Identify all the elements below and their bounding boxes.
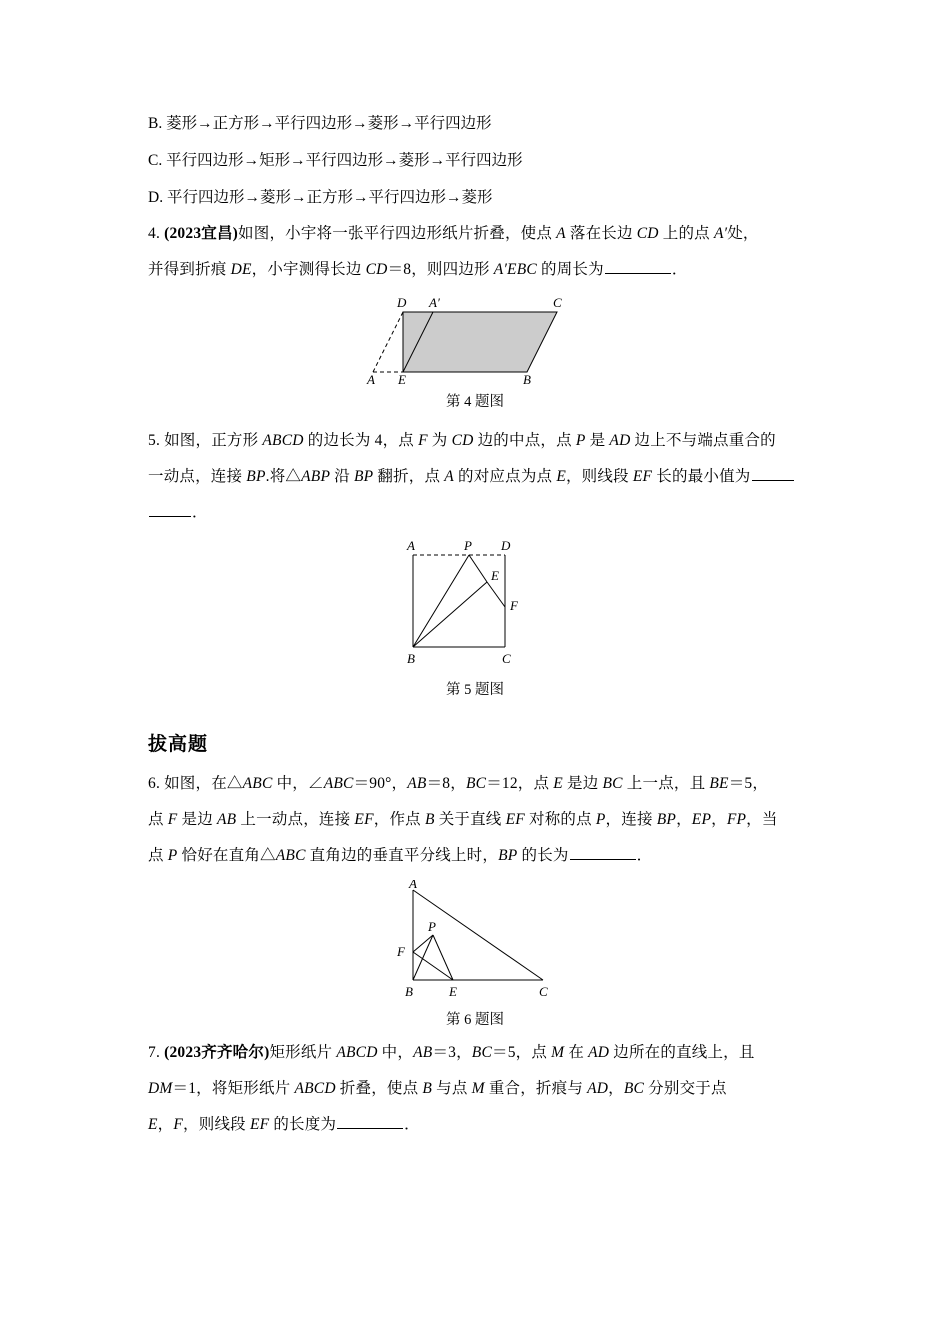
- q4-text-a: 如图，小宇将一张平行四边形纸片折叠，使点: [238, 225, 557, 242]
- q4-text-i: ．: [671, 261, 688, 278]
- q5-v7: ABP: [301, 468, 331, 485]
- q5-number: 5.: [148, 432, 161, 449]
- figure-5-label-E: E: [491, 568, 499, 583]
- q6-t6: 是边: [562, 775, 603, 792]
- q6-t21: 直角边的垂直平分线上时，: [305, 847, 499, 864]
- figure-4-label-Aprime: A′: [429, 295, 440, 310]
- figure-5-label-F: F: [510, 598, 518, 613]
- q6-t3: ＝90°，: [353, 775, 408, 792]
- q6-t12: ，作点: [373, 811, 425, 828]
- q5-t1: 如图，正方形: [164, 432, 263, 449]
- figure-4-label-A: A: [367, 372, 375, 384]
- q6-v18: ABC: [275, 847, 306, 864]
- figure-6-caption: 第 6 题图: [446, 1012, 504, 1028]
- figure-6-label-E: E: [449, 984, 457, 999]
- q6-v9: AB: [217, 811, 237, 828]
- figure-5-label-A: A: [407, 538, 415, 553]
- option-b-label: B. 菱形→正方形→平行四边形→菱形→平行四边形: [148, 115, 492, 132]
- q5-v1: ABCD: [262, 432, 304, 449]
- q7-t9: 与点: [432, 1080, 472, 1097]
- q6-t22: 的长为: [517, 847, 569, 864]
- q4-var-cd2: CD: [365, 261, 388, 278]
- q6-t7: 上一点，且: [622, 775, 710, 792]
- q7-v4: M: [551, 1044, 565, 1061]
- q7-v10: AD: [587, 1080, 609, 1097]
- q6-t13: 关于直线: [434, 811, 506, 828]
- q7-t16: ．: [404, 1116, 420, 1133]
- q6-t20: 恰好在直角△: [177, 847, 276, 864]
- q7-number: 7.: [148, 1044, 161, 1061]
- q6-v5: E: [553, 775, 563, 792]
- q5-t14: ．: [192, 504, 208, 521]
- q6-number: 6.: [148, 775, 161, 792]
- figure-5-label-D: D: [501, 538, 511, 553]
- q4-text-d: 处，: [727, 225, 759, 242]
- q6-t17: ，: [711, 811, 727, 828]
- q7-t12: 分别交于点: [644, 1080, 727, 1097]
- q7-t1: 矩形纸片: [269, 1044, 337, 1061]
- q5-t10: 翻折，点: [373, 468, 445, 485]
- q6-answer-blank[interactable]: [570, 847, 636, 860]
- q7-v11: BC: [623, 1080, 645, 1097]
- q4-var-aprime: A′: [713, 225, 728, 242]
- figure-5-label-B: B: [407, 651, 415, 666]
- q6-v6: BC: [602, 775, 623, 792]
- q6-t4: ＝8，: [426, 775, 466, 792]
- q6-t18: ，当: [746, 811, 778, 828]
- q6-t8: ＝5，: [728, 775, 769, 792]
- figure-4-label-D: D: [397, 295, 407, 310]
- q6-t1: 如图，在△: [164, 775, 243, 792]
- q5-t3: 为: [427, 432, 452, 449]
- q6-v3: AB: [407, 775, 427, 792]
- q7-t15: 的长度为: [269, 1116, 337, 1133]
- question-4: [148, 216, 802, 288]
- q4-source: (2023宜昌): [164, 225, 239, 242]
- q6-v16: FP: [726, 811, 747, 828]
- q7-v8: B: [422, 1080, 433, 1097]
- q6-t2: 中，∠: [272, 775, 324, 792]
- q6-t19: 点: [148, 847, 168, 864]
- q7-t11: ，: [608, 1080, 624, 1097]
- q5-t7: 一动点，连接: [148, 468, 247, 485]
- q4-text-g: ＝8，则四边形: [387, 261, 494, 278]
- q7-v12: E: [148, 1116, 158, 1133]
- section-heading: 拔高题: [148, 734, 209, 755]
- q5-v5: AD: [609, 432, 631, 449]
- figure-6-label-B: B: [405, 984, 413, 999]
- figure-4-label-B: B: [523, 372, 531, 384]
- q5-answer-blank-2[interactable]: [149, 504, 191, 517]
- q7-t3: ＝3，: [432, 1044, 472, 1061]
- q4-text-f: ，小宇测得长边: [251, 261, 366, 278]
- q6-v1: ABC: [242, 775, 273, 792]
- q4-var-a: A: [556, 225, 566, 242]
- q7-v9: M: [471, 1080, 485, 1097]
- q7-v2: AB: [413, 1044, 433, 1061]
- q5-v11: EF: [632, 468, 653, 485]
- q7-v3: BC: [471, 1044, 493, 1061]
- figure-6: [148, 880, 802, 1002]
- figure-5: [148, 537, 802, 672]
- q7-v5: AD: [588, 1044, 610, 1061]
- figure-6-label-A: A: [409, 880, 417, 891]
- figure-6-label-F: F: [397, 944, 405, 959]
- q5-t8: .将△: [265, 468, 302, 485]
- figure-4-label-E: E: [398, 372, 406, 384]
- question-7: [148, 1035, 802, 1143]
- q6-t10: 是边: [177, 811, 218, 828]
- q6-t9: 点: [148, 811, 168, 828]
- q5-v8: BP: [353, 468, 374, 485]
- q4-var-cd: CD: [636, 225, 659, 242]
- q7-v6: DM: [148, 1080, 173, 1097]
- q7-v14: EF: [249, 1116, 270, 1133]
- q5-v4: P: [575, 432, 586, 449]
- figure-4: [148, 294, 802, 384]
- q5-v2: F: [418, 432, 428, 449]
- q4-text-c: 上的点: [658, 225, 714, 242]
- q7-t2: 中，: [377, 1044, 414, 1061]
- question-6: [148, 766, 802, 874]
- q6-t11: 上一动点，连接: [236, 811, 355, 828]
- q6-v13: P: [595, 811, 606, 828]
- figure-4-caption: 第 4 题图: [446, 394, 504, 410]
- q7-t14: ，则线段: [183, 1116, 250, 1133]
- q6-v14: BP: [656, 811, 677, 828]
- q6-v15: EP: [691, 811, 712, 828]
- q6-v2: ABC: [323, 775, 354, 792]
- q5-t6: 边上不与端点重合的: [630, 432, 776, 449]
- figure-5-label-P: P: [464, 538, 472, 553]
- q5-v6: BP: [246, 468, 266, 485]
- option-b: [148, 105, 802, 142]
- option-c: [148, 142, 802, 179]
- q6-v10: EF: [354, 811, 374, 828]
- figure-6-label-P: P: [428, 919, 436, 934]
- q4-var-de: DE: [230, 261, 252, 278]
- q7-v13: F: [173, 1116, 184, 1133]
- q5-t5: 是: [585, 432, 610, 449]
- q5-v3: CD: [451, 432, 474, 449]
- figure-4-svg: [345, 294, 605, 384]
- option-d-label: D. 平行四边形→菱形→正方形→平行四边形→菱形: [148, 189, 493, 206]
- q7-source: (2023齐齐哈尔): [164, 1044, 270, 1061]
- q6-v12: EF: [505, 811, 525, 828]
- q4-text-h: 的周长为: [536, 261, 604, 278]
- q5-t2: 的边长为 4，点: [303, 432, 419, 449]
- q4-text-e: 并得到折痕: [148, 261, 231, 278]
- question-5: [148, 423, 802, 531]
- figure-4-label-C: C: [553, 295, 562, 310]
- q5-t11: 的对应点为点: [453, 468, 557, 485]
- q4-text-b: 落在长边: [565, 225, 637, 242]
- figure-5-caption: 第 5 题图: [446, 682, 504, 698]
- q7-t13: ，: [157, 1116, 174, 1133]
- q7-t4: ＝5，点: [492, 1044, 552, 1061]
- q7-t8: 折叠，使点: [335, 1080, 423, 1097]
- q7-t7: ＝1，将矩形纸片: [172, 1080, 295, 1097]
- q6-v4: BC: [465, 775, 487, 792]
- q5-t12: ，则线段: [565, 468, 633, 485]
- q5-t9: 沿: [330, 468, 354, 485]
- q5-v10: E: [556, 468, 566, 485]
- figure-5-svg: [365, 537, 585, 672]
- q7-v1: ABCD: [336, 1044, 378, 1061]
- q7-t6: 边所在的直线上，且: [609, 1044, 755, 1061]
- q6-t14: 对称的点: [524, 811, 596, 828]
- q5-answer-blank-1[interactable]: [752, 468, 794, 481]
- q5-t13: 长的最小值为: [652, 468, 751, 485]
- option-c-label: C. 平行四边形→矩形→平行四边形→菱形→平行四边形: [148, 152, 523, 169]
- figure-6-svg: [355, 880, 595, 1002]
- q6-v17: P: [167, 847, 178, 864]
- q6-v7: BE: [709, 775, 729, 792]
- q6-v19: BP: [498, 847, 518, 864]
- q7-t10: 重合，折痕与: [484, 1080, 588, 1097]
- q7-t5: 在: [564, 1044, 589, 1061]
- q6-t23: ．: [636, 847, 653, 864]
- figure-5-label-C: C: [502, 651, 511, 666]
- q4-answer-blank[interactable]: [605, 261, 671, 274]
- q6-t16: ，: [676, 811, 692, 828]
- figure-6-label-C: C: [539, 984, 548, 999]
- option-d: [148, 179, 802, 216]
- q5-v9: A: [444, 468, 454, 485]
- q4-number: 4.: [148, 225, 161, 242]
- q7-v7: ABCD: [294, 1080, 336, 1097]
- q6-t15: ，连接: [605, 811, 657, 828]
- q7-answer-blank[interactable]: [337, 1116, 403, 1129]
- q6-t5: ＝12，点: [486, 775, 554, 792]
- q6-v11: B: [424, 811, 435, 828]
- q4-var-aebc: A′EBC: [493, 261, 537, 278]
- q5-t4: 边的中点，点: [473, 432, 576, 449]
- q6-v8: F: [167, 811, 178, 828]
